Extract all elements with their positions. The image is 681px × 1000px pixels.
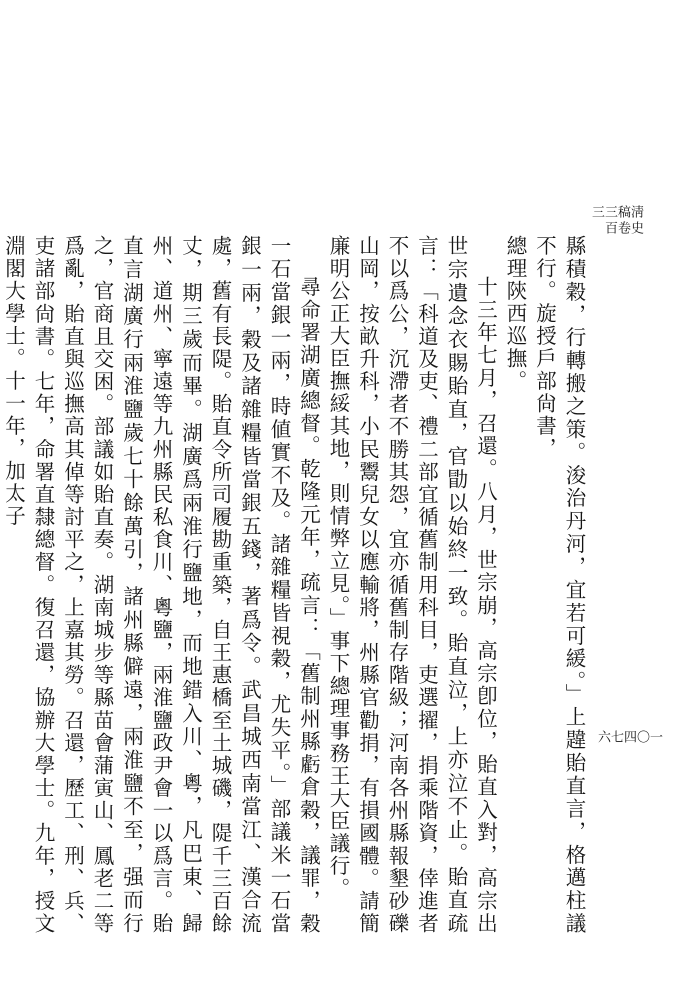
paragraph: 十三年七月，召還。八月，世宗崩，高宗卽位，貽直入對，高宗出世宗遺念衣賜貽直，官勖以始終一致。貽直泣，上亦泣不止。貽直疏言：「科道及吏、禮二部宜循舊制用科目，吏選擢，捐乘階資，倖進者不以爲公，沉滯者不勝其怨，宜亦循舊制存階級；河南各州縣報墾砂礫山岡，按畝升科，小民鬻兒女以應輸將，州縣官勸捐，有損國體。請簡廉明公正大臣撫綏其地，則情弊立見。」事下總理事務王大臣議行。 (326, 235, 498, 935)
body-text (0, 235, 588, 935)
page-number: 一〇四七六 (595, 730, 662, 746)
paragraph-continued: 縣積穀，行轉搬之策。浚治丹河，宜若可緩。」上韙貽直言，格邁柱議不行。旋授戶部尙書， (532, 235, 586, 935)
running-title: 淸史稿卷三百三 (589, 205, 643, 237)
paragraph: 尋命署湖廣總督。乾隆元年，疏言：「舊制州縣虧倉穀，議罪，穀一石當銀一兩，時値實不及。諸雜糧皆視穀，尤失平。」部議米一石當銀一兩，穀及諸雜糧皆當銀五錢，著爲令。武昌城西南當江、漢合流處，舊有長隄。貽直令所司履勘重築，自王惠橋至土城磯，隄千三百餘丈，期三歲而畢。湖廣爲兩淮行鹽地，而地錯入川、粵，凡巴東、歸州、道州、寧遠等九州縣民私食川、粵鹽，兩淮鹽政尹會一以爲言。貽直言湖廣行兩淮鹽歲七十餘萬引，諸州縣僻遠，兩淮鹽不至，强而行之，官商且交困。部議如貽直奏。湖南城步等縣苗會蒲寅山、鳳老二等爲亂，貽直與巡撫高其倬等討平之，上嘉其勞。召還，歷工、刑、兵、吏諸部尙書。七年，命署直隸總督。復召還，協辦大學士。九年，授文淵閣大學士。十一年，加太子 (1, 235, 321, 935)
paragraph-short: 總理陝西巡撫。 (503, 235, 527, 393)
